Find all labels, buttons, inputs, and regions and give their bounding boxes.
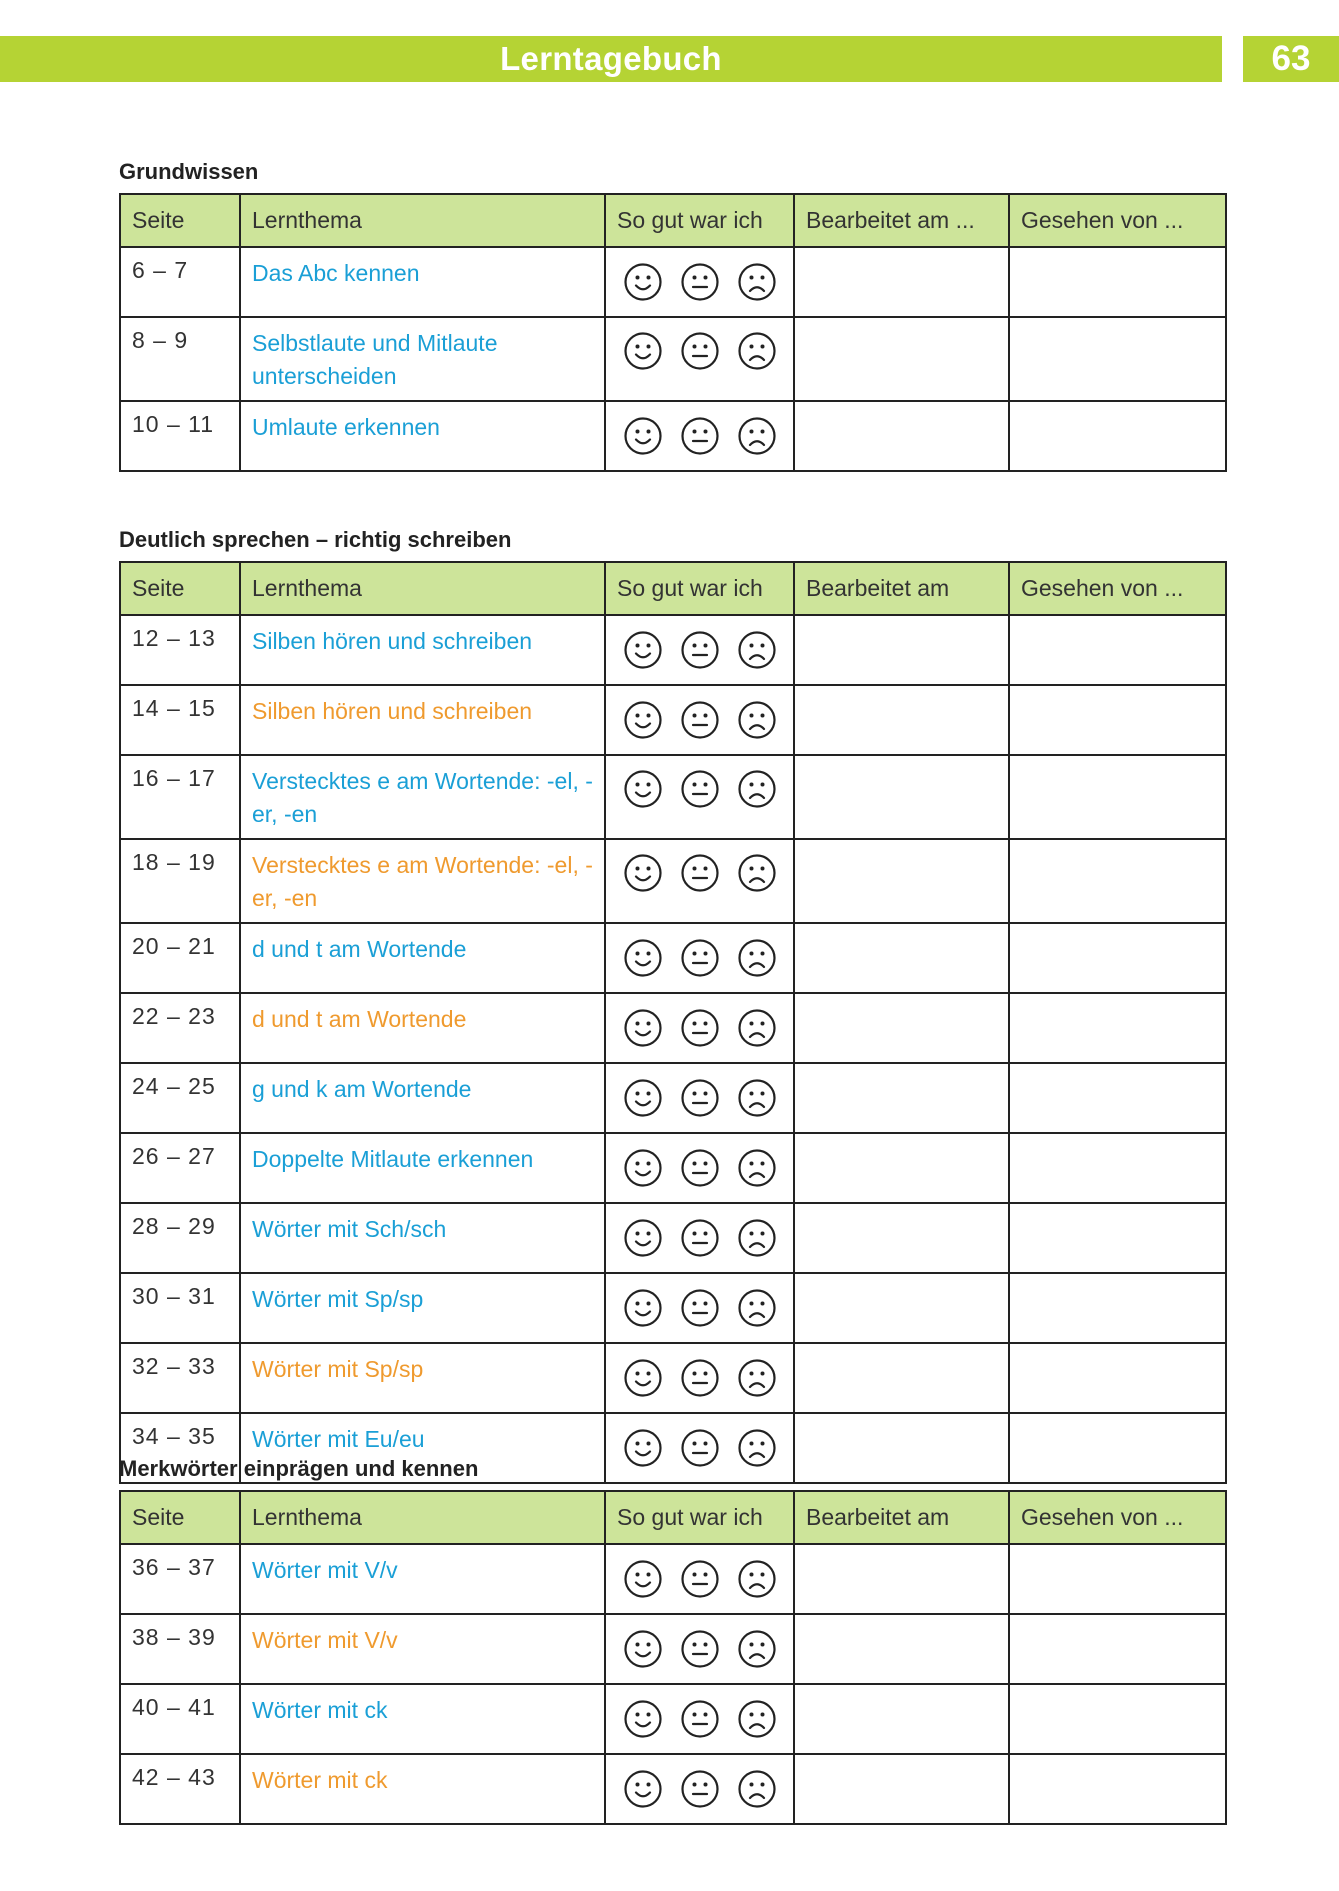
lernthema-cell: Doppelte Mitlaute erkennen — [240, 1133, 605, 1203]
bearbeitet-cell[interactable] — [794, 1684, 1009, 1754]
smiley-neutral-icon[interactable] — [680, 700, 720, 740]
gesehen-cell[interactable] — [1009, 993, 1226, 1063]
smiley-rating — [606, 686, 793, 754]
smiley-sad-icon[interactable] — [737, 1078, 777, 1118]
so-gut-cell — [605, 615, 794, 685]
smiley-neutral-icon[interactable] — [680, 1288, 720, 1328]
so-gut-cell — [605, 1754, 794, 1824]
seite-cell: 30 – 31 — [120, 1273, 240, 1343]
smiley-sad-icon[interactable] — [737, 700, 777, 740]
gesehen-cell[interactable] — [1009, 1133, 1226, 1203]
smiley-neutral-icon[interactable] — [680, 630, 720, 670]
gesehen-cell[interactable] — [1009, 1754, 1226, 1824]
bearbeitet-cell[interactable] — [794, 1203, 1009, 1273]
lernthema-cell: Wörter mit Sp/sp — [240, 1343, 605, 1413]
gesehen-cell[interactable] — [1009, 1614, 1226, 1684]
table-row — [120, 1544, 1226, 1614]
smiley-happy-icon[interactable] — [623, 700, 663, 740]
bearbeitet-cell[interactable] — [794, 1063, 1009, 1133]
table-row — [120, 317, 1226, 401]
section-deutlich-sprechen — [119, 528, 1225, 1484]
smiley-happy-icon[interactable] — [623, 853, 663, 893]
table-row — [120, 1614, 1226, 1684]
section-title: Deutlich sprechen – richtig schreiben — [119, 527, 512, 552]
smiley-happy-icon[interactable] — [623, 1629, 663, 1669]
seite-cell: 28 – 29 — [120, 1203, 240, 1273]
smiley-happy-icon[interactable] — [623, 1559, 663, 1599]
smiley-neutral-icon[interactable] — [680, 1218, 720, 1258]
gesehen-cell[interactable] — [1009, 247, 1226, 317]
seite-cell: 16 – 17 — [120, 755, 240, 839]
table-header-row — [120, 1491, 1226, 1544]
smiley-neutral-icon[interactable] — [680, 1358, 720, 1398]
table-row — [120, 1133, 1226, 1203]
smiley-sad-icon[interactable] — [737, 1769, 777, 1809]
smiley-sad-icon[interactable] — [737, 1218, 777, 1258]
section-grundwissen — [119, 160, 1225, 472]
smiley-neutral-icon[interactable] — [680, 1629, 720, 1669]
so-gut-cell — [605, 993, 794, 1063]
lernthema-cell: Wörter mit ck — [240, 1684, 605, 1754]
lernthema-cell: Verstecktes e am Wortende: -el, -er, -en — [240, 839, 605, 923]
smiley-sad-icon[interactable] — [737, 1288, 777, 1328]
bearbeitet-cell[interactable] — [794, 247, 1009, 317]
lernthema-cell: d und t am Wortende — [240, 923, 605, 993]
so-gut-cell — [605, 755, 794, 839]
so-gut-cell — [605, 1684, 794, 1754]
smiley-sad-icon[interactable] — [737, 1629, 777, 1669]
table-row — [120, 401, 1226, 471]
smiley-rating — [606, 616, 793, 684]
so-gut-cell — [605, 685, 794, 755]
seite-cell: 26 – 27 — [120, 1133, 240, 1203]
smiley-rating — [606, 994, 793, 1062]
seite-cell: 10 – 11 — [120, 401, 240, 471]
bearbeitet-cell[interactable] — [794, 1133, 1009, 1203]
so-gut-cell — [605, 1063, 794, 1133]
table-row — [120, 1343, 1226, 1413]
page-title: Lerntagebuch — [500, 40, 722, 77]
smiley-sad-icon[interactable] — [737, 630, 777, 670]
bearbeitet-cell[interactable] — [794, 993, 1009, 1063]
smiley-neutral-icon[interactable] — [680, 1008, 720, 1048]
table-row — [120, 615, 1226, 685]
lernthema-cell: Selbstlaute und Mitlaute unterscheiden — [240, 317, 605, 401]
table-row — [120, 755, 1226, 839]
bearbeitet-cell[interactable] — [794, 1273, 1009, 1343]
smiley-rating — [606, 840, 793, 893]
bearbeitet-cell[interactable] — [794, 615, 1009, 685]
page-number-box — [1243, 36, 1339, 82]
gesehen-cell[interactable] — [1009, 685, 1226, 755]
gesehen-cell[interactable] — [1009, 615, 1226, 685]
seite-cell: 22 – 23 — [120, 993, 240, 1063]
smiley-rating — [606, 1274, 793, 1342]
so-gut-cell — [605, 317, 794, 401]
lernthema-cell: Wörter mit V/v — [240, 1544, 605, 1614]
bearbeitet-cell[interactable] — [794, 755, 1009, 839]
lernthema-cell: Silben hören und schreiben — [240, 615, 605, 685]
smiley-sad-icon[interactable] — [737, 938, 777, 978]
col-header-lernthema: Lernthema — [240, 562, 605, 615]
table-row — [120, 1684, 1226, 1754]
smiley-neutral-icon[interactable] — [680, 769, 720, 809]
smiley-happy-icon[interactable] — [623, 1358, 663, 1398]
smiley-neutral-icon[interactable] — [680, 853, 720, 893]
lernthema-cell: Umlaute erkennen — [240, 401, 605, 471]
lernthema-cell: Wörter mit Eu/eu — [240, 1413, 605, 1483]
col-header-so-gut: So gut war ich — [605, 194, 794, 247]
col-header-so-gut: So gut war ich — [605, 1491, 794, 1544]
bearbeitet-cell[interactable] — [794, 1544, 1009, 1614]
smiley-rating — [606, 248, 793, 316]
lerntagebuch-table — [119, 193, 1227, 472]
so-gut-cell — [605, 1544, 794, 1614]
smiley-neutral-icon[interactable] — [680, 262, 720, 302]
table-row — [120, 1063, 1226, 1133]
so-gut-cell — [605, 1203, 794, 1273]
smiley-happy-icon[interactable] — [623, 1769, 663, 1809]
smiley-sad-icon[interactable] — [737, 1358, 777, 1398]
smiley-neutral-icon[interactable] — [680, 1769, 720, 1809]
col-header-seite: Seite — [120, 194, 240, 247]
lernthema-cell: Wörter mit ck — [240, 1754, 605, 1824]
smiley-rating — [606, 1615, 793, 1683]
smiley-happy-icon[interactable] — [623, 416, 663, 456]
smiley-neutral-icon[interactable] — [680, 1699, 720, 1739]
lernthema-cell: Verstecktes e am Wortende: -el, -er, -en — [240, 755, 605, 839]
gesehen-cell[interactable] — [1009, 1343, 1226, 1413]
smiley-happy-icon[interactable] — [623, 1078, 663, 1118]
so-gut-cell — [605, 401, 794, 471]
so-gut-cell — [605, 1343, 794, 1413]
lernthema-cell: Silben hören und schreiben — [240, 685, 605, 755]
smiley-rating — [606, 1545, 793, 1613]
section-title: Grundwissen — [119, 159, 259, 184]
bearbeitet-cell[interactable] — [794, 1614, 1009, 1684]
seite-cell: 36 – 37 — [120, 1544, 240, 1614]
so-gut-cell — [605, 839, 794, 923]
lerntagebuch-table — [119, 1490, 1227, 1825]
col-header-gesehen: Gesehen von ... — [1009, 1491, 1226, 1544]
section-merkwoerter — [119, 1457, 1225, 1825]
table-row — [120, 923, 1226, 993]
so-gut-cell — [605, 1273, 794, 1343]
lernthema-cell: Wörter mit Sp/sp — [240, 1273, 605, 1343]
smiley-happy-icon[interactable] — [623, 1288, 663, 1328]
smiley-happy-icon[interactable] — [623, 262, 663, 302]
smiley-rating — [606, 756, 793, 809]
lernthema-cell: Wörter mit Sch/sch — [240, 1203, 605, 1273]
gesehen-cell[interactable] — [1009, 923, 1226, 993]
col-header-bearbeitet: Bearbeitet am — [794, 1491, 1009, 1544]
seite-cell: 6 – 7 — [120, 247, 240, 317]
seite-cell: 8 – 9 — [120, 317, 240, 401]
smiley-sad-icon[interactable] — [737, 1699, 777, 1739]
section-title: Merkwörter einprägen und kennen — [119, 1456, 479, 1481]
smiley-rating — [606, 1755, 793, 1823]
smiley-happy-icon[interactable] — [623, 1699, 663, 1739]
col-header-seite: Seite — [120, 1491, 240, 1544]
seite-cell: 24 – 25 — [120, 1063, 240, 1133]
gesehen-cell[interactable] — [1009, 1273, 1226, 1343]
smiley-sad-icon[interactable] — [737, 769, 777, 809]
gesehen-cell[interactable] — [1009, 401, 1226, 471]
gesehen-cell[interactable] — [1009, 755, 1226, 839]
so-gut-cell — [605, 1614, 794, 1684]
gesehen-cell[interactable] — [1009, 317, 1226, 401]
smiley-sad-icon[interactable] — [737, 1559, 777, 1599]
table-header-row — [120, 194, 1226, 247]
bearbeitet-cell[interactable] — [794, 1754, 1009, 1824]
seite-cell: 20 – 21 — [120, 923, 240, 993]
smiley-happy-icon[interactable] — [623, 1008, 663, 1048]
smiley-rating — [606, 402, 793, 470]
table-header-row — [120, 562, 1226, 615]
smiley-neutral-icon[interactable] — [680, 416, 720, 456]
lernthema-cell: g und k am Wortende — [240, 1063, 605, 1133]
seite-cell: 42 – 43 — [120, 1754, 240, 1824]
gesehen-cell[interactable] — [1009, 1544, 1226, 1614]
smiley-neutral-icon[interactable] — [680, 1148, 720, 1188]
table-row — [120, 685, 1226, 755]
smiley-happy-icon[interactable] — [623, 938, 663, 978]
smiley-neutral-icon[interactable] — [680, 1078, 720, 1118]
smiley-happy-icon[interactable] — [623, 1148, 663, 1188]
so-gut-cell — [605, 247, 794, 317]
smiley-sad-icon[interactable] — [737, 262, 777, 302]
col-header-gesehen: Gesehen von ... — [1009, 194, 1226, 247]
col-header-lernthema: Lernthema — [240, 194, 605, 247]
smiley-happy-icon[interactable] — [623, 331, 663, 371]
gesehen-cell[interactable] — [1009, 1203, 1226, 1273]
header-bar — [0, 36, 1222, 82]
bearbeitet-cell[interactable] — [794, 923, 1009, 993]
seite-cell: 14 – 15 — [120, 685, 240, 755]
smiley-happy-icon[interactable] — [623, 630, 663, 670]
smiley-neutral-icon[interactable] — [680, 1559, 720, 1599]
col-header-lernthema: Lernthema — [240, 1491, 605, 1544]
seite-cell: 18 – 19 — [120, 839, 240, 923]
gesehen-cell[interactable] — [1009, 839, 1226, 923]
seite-cell: 32 – 33 — [120, 1343, 240, 1413]
seite-cell: 38 – 39 — [120, 1614, 240, 1684]
so-gut-cell — [605, 923, 794, 993]
smiley-sad-icon[interactable] — [737, 1148, 777, 1188]
smiley-neutral-icon[interactable] — [680, 938, 720, 978]
table-row — [120, 1754, 1226, 1824]
table-row — [120, 993, 1226, 1063]
table-row — [120, 247, 1226, 317]
col-header-bearbeitet: Bearbeitet am ... — [794, 194, 1009, 247]
table-row — [120, 839, 1226, 923]
col-header-bearbeitet: Bearbeitet am — [794, 562, 1009, 615]
page-number: 63 — [1271, 39, 1311, 78]
smiley-rating — [606, 1685, 793, 1753]
smiley-rating — [606, 1134, 793, 1202]
table-row — [120, 1203, 1226, 1273]
smiley-rating — [606, 1344, 793, 1412]
lernthema-cell: Wörter mit V/v — [240, 1614, 605, 1684]
smiley-happy-icon[interactable] — [623, 769, 663, 809]
lernthema-cell: d und t am Wortende — [240, 993, 605, 1063]
smiley-sad-icon[interactable] — [737, 331, 777, 371]
seite-cell: 34 – 35 — [120, 1413, 240, 1483]
smiley-neutral-icon[interactable] — [680, 331, 720, 371]
so-gut-cell — [605, 1133, 794, 1203]
bearbeitet-cell[interactable] — [794, 839, 1009, 923]
smiley-sad-icon[interactable] — [737, 1008, 777, 1048]
table-row — [120, 1273, 1226, 1343]
smiley-rating — [606, 924, 793, 992]
col-header-so-gut: So gut war ich — [605, 562, 794, 615]
gesehen-cell[interactable] — [1009, 1063, 1226, 1133]
smiley-rating — [606, 318, 793, 371]
bearbeitet-cell[interactable] — [794, 685, 1009, 755]
seite-cell: 12 – 13 — [120, 615, 240, 685]
lernthema-cell: Das Abc kennen — [240, 247, 605, 317]
smiley-sad-icon[interactable] — [737, 416, 777, 456]
smiley-happy-icon[interactable] — [623, 1218, 663, 1258]
gesehen-cell[interactable] — [1009, 1684, 1226, 1754]
lerntagebuch-table — [119, 561, 1227, 1484]
smiley-rating — [606, 1204, 793, 1272]
seite-cell: 40 – 41 — [120, 1684, 240, 1754]
bearbeitet-cell[interactable] — [794, 1343, 1009, 1413]
bearbeitet-cell[interactable] — [794, 317, 1009, 401]
col-header-seite: Seite — [120, 562, 240, 615]
smiley-rating — [606, 1064, 793, 1132]
bearbeitet-cell[interactable] — [794, 401, 1009, 471]
smiley-sad-icon[interactable] — [737, 853, 777, 893]
col-header-gesehen: Gesehen von ... — [1009, 562, 1226, 615]
